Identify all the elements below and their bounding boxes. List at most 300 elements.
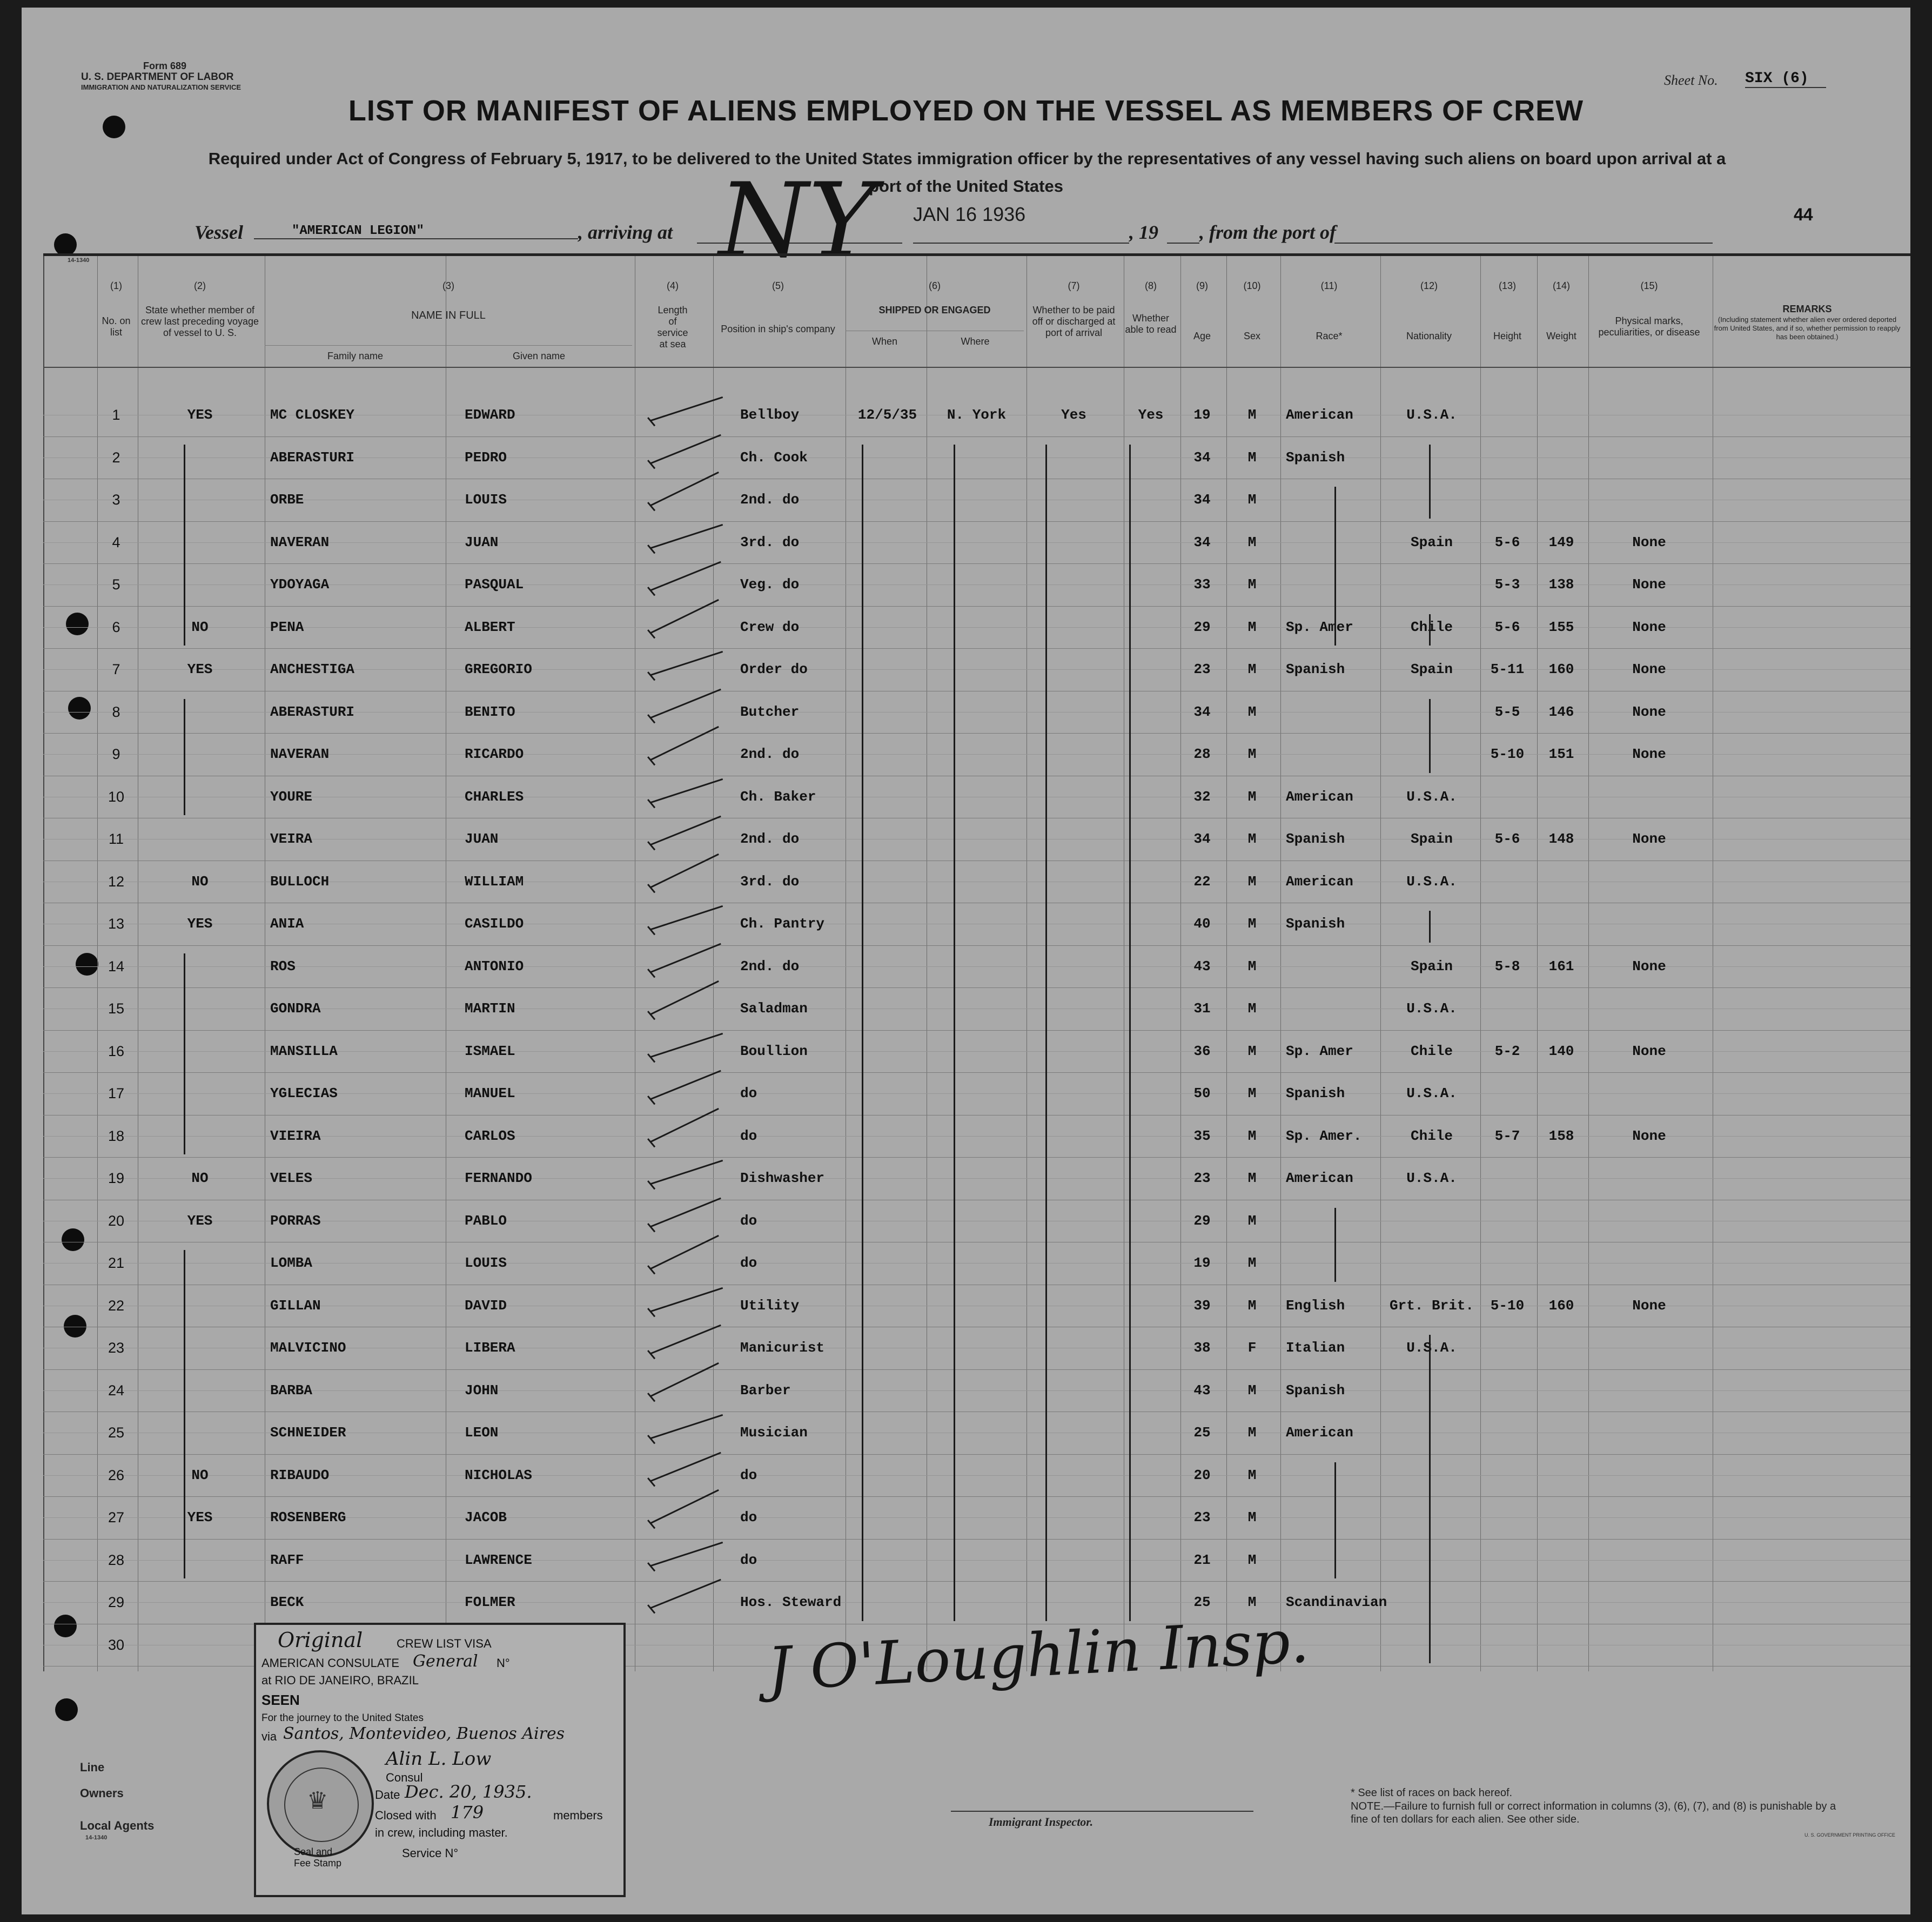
cell-given: ISMAEL: [465, 1043, 515, 1059]
cell-family: MALVICINO: [270, 1340, 346, 1356]
cell-given: LIBERA: [465, 1340, 515, 1356]
stamp-seal-label: Seal and Fee Stamp: [294, 1846, 342, 1869]
cell-age: 21: [1193, 1551, 1211, 1568]
ditto-line: [184, 1250, 185, 1578]
cell-age: 34: [1193, 534, 1211, 550]
manifest-sheet: [22, 8, 1910, 1914]
cell-position: Order do: [740, 661, 808, 677]
cell-age: 36: [1193, 1043, 1211, 1059]
form-subtitle-2: port of the United States: [869, 177, 1063, 196]
cell-no: 5: [112, 576, 120, 593]
cell-age: 23: [1193, 1509, 1211, 1525]
check-mark-icon: [648, 468, 719, 506]
cell-nat: Chile: [1410, 1127, 1453, 1144]
cell-nat: Spain: [1410, 831, 1453, 847]
stamp-journey: For the journey to the United States: [261, 1712, 424, 1724]
punch-hole: [64, 1315, 86, 1338]
cell-family: ROS: [270, 958, 296, 975]
cell-no: 26: [108, 1467, 125, 1483]
check-mark-icon: [649, 774, 723, 803]
arriving-label: , arriving at: [578, 221, 673, 243]
cell-age: 43: [1193, 1382, 1211, 1399]
cell-no: 30: [108, 1636, 125, 1653]
cell-weight: 138: [1548, 576, 1574, 593]
cell-no: 13: [108, 916, 125, 932]
col-14-label: Weight: [1546, 331, 1577, 341]
cell-given: PABLO: [465, 1212, 507, 1229]
col-11-label: Race*: [1316, 331, 1343, 341]
cell-no: 18: [108, 1127, 125, 1144]
ditto-line: [1429, 445, 1431, 519]
cell-race: Spanish: [1286, 449, 1345, 466]
cell-family: BARBA: [270, 1382, 313, 1399]
cell-weight: 151: [1548, 746, 1574, 762]
cell-position: Ch. Baker: [740, 788, 816, 805]
cell-no: 16: [108, 1043, 125, 1059]
cell-sex: M: [1247, 492, 1257, 508]
cell-family: BULLOCH: [270, 873, 330, 890]
col-4-num: (4): [667, 280, 679, 291]
cell-nat: Grt. Brit.: [1389, 1297, 1474, 1314]
cell-sex: F: [1247, 1340, 1257, 1356]
cell-nat: Chile: [1410, 1043, 1453, 1059]
cell-sex: M: [1247, 703, 1257, 720]
cell-family: VEIRA: [270, 831, 313, 847]
ditto-line: [862, 445, 863, 1621]
cell-no: 23: [108, 1340, 125, 1356]
cell-marks: None: [1632, 619, 1666, 635]
cell-given: LAWRENCE: [465, 1551, 532, 1568]
cell-marks: None: [1632, 831, 1666, 847]
cell-age: 33: [1193, 576, 1211, 593]
cell-given: BENITO: [465, 703, 515, 720]
check-mark-icon: [648, 977, 719, 1015]
cell-position: Barber: [740, 1382, 791, 1399]
cell-given: LOUIS: [465, 1255, 507, 1271]
check-mark-icon: [649, 1155, 723, 1185]
punch-hole: [68, 697, 91, 720]
cell-height: 5-5: [1494, 703, 1520, 720]
cell-age: 32: [1193, 788, 1211, 805]
col-8-label: Whether able to read: [1125, 313, 1177, 335]
cell-height: 5-10: [1490, 746, 1525, 762]
cell-weight: 160: [1548, 661, 1574, 677]
cell-family: VIEIRA: [270, 1127, 321, 1144]
cell-sex: M: [1247, 1382, 1257, 1399]
cell-given: GREGORIO: [465, 661, 532, 677]
row-rule: [43, 733, 1910, 734]
cell-sex: M: [1247, 449, 1257, 466]
cell-height: 5-6: [1494, 619, 1520, 635]
cell-family: ABERASTURI: [270, 449, 355, 466]
check-mark-icon: [649, 1537, 723, 1567]
cell-position: 3rd. do: [740, 873, 800, 890]
eagle-icon: ♛: [307, 1787, 328, 1814]
from-port-underline: [1334, 243, 1713, 244]
cell-no: 4: [112, 534, 120, 550]
cell-family: VELES: [270, 1170, 313, 1186]
inspector-line: [951, 1811, 1253, 1812]
cell-given: PASQUAL: [465, 576, 524, 593]
row-rule: [43, 1072, 1910, 1073]
cell-age: 23: [1193, 1170, 1211, 1186]
cell-position: do: [740, 1551, 757, 1568]
cell-given: LEON: [465, 1424, 499, 1441]
col-14-num: (14): [1552, 280, 1570, 291]
cell-age: 19: [1193, 1255, 1211, 1271]
immigrant-inspector-label: Immigrant Inspector.: [989, 1815, 1094, 1829]
form-number: Form 689: [143, 61, 187, 71]
stamp-consul-signature: Alin L. Low: [386, 1748, 492, 1770]
col-7-num: (7): [1068, 280, 1080, 291]
cell-position: do: [740, 1467, 757, 1483]
cell-nat: U.S.A.: [1406, 873, 1457, 890]
col-13-num: (13): [1498, 280, 1516, 291]
from-port-label: , from the port of: [1199, 221, 1337, 243]
cell-sex: M: [1247, 1127, 1257, 1144]
cell-age: 38: [1193, 1340, 1211, 1356]
cell-position: Manicurist: [740, 1340, 825, 1356]
punch-hole: [66, 613, 89, 635]
sheet-no-label: Sheet No.: [1664, 72, 1718, 88]
col-3-num: (3): [442, 280, 454, 291]
cell-marks: None: [1632, 1297, 1666, 1314]
consulate-visa-stamp: [254, 1623, 626, 1897]
ditto-line: [1429, 1335, 1431, 1663]
cell-sex: M: [1247, 1467, 1257, 1483]
check-mark-icon: [648, 1486, 719, 1524]
subheader-rule: [265, 345, 632, 346]
cell-height: 5-11: [1490, 661, 1525, 677]
cell-sex: M: [1247, 407, 1257, 423]
cell-position: Veg. do: [740, 576, 800, 593]
cell-race: Spanish: [1286, 1085, 1345, 1101]
cell-height: 5-3: [1494, 576, 1520, 593]
col-15-label: Physical marks, peculiarities, or disease: [1598, 315, 1700, 338]
cell-family: NAVERAN: [270, 746, 330, 762]
cell-sex: M: [1247, 1170, 1257, 1186]
cell-age: 50: [1193, 1085, 1211, 1101]
cell-weight: 155: [1548, 619, 1574, 635]
cell-marks: None: [1632, 1127, 1666, 1144]
cell-family: MANSILLA: [270, 1043, 338, 1059]
check-mark-icon: [649, 939, 721, 973]
cell-position: 2nd. do: [740, 746, 800, 762]
cell-read: Yes: [1138, 407, 1164, 423]
cell-no: 22: [108, 1297, 125, 1314]
check-mark-icon: [649, 684, 721, 718]
cell-height: 5-7: [1494, 1127, 1520, 1144]
cell-nat: Spain: [1410, 534, 1453, 550]
cell-height: 5-6: [1494, 534, 1520, 550]
ditto-line: [1045, 445, 1047, 1621]
cell-no: 14: [108, 958, 125, 975]
ditto-line: [1129, 445, 1131, 1621]
cell-race: American: [1286, 1170, 1353, 1186]
cell-age: 29: [1193, 1212, 1211, 1229]
cell-prev: YES: [187, 1509, 213, 1525]
printer-mark: U. S. GOVERNMENT PRINTING OFFICE: [1804, 1832, 1895, 1838]
year-label: , 19: [1129, 221, 1158, 243]
check-mark-icon: [649, 1410, 723, 1439]
col-10-label: Sex: [1243, 331, 1261, 341]
cell-position: do: [740, 1509, 757, 1525]
column-rule: [43, 256, 44, 1671]
cell-sex: M: [1247, 916, 1257, 932]
cell-age: 22: [1193, 873, 1211, 890]
cell-family: YOURE: [270, 788, 313, 805]
cell-race: Spanish: [1286, 661, 1345, 677]
column-rule: [1380, 256, 1381, 1671]
line-label: Line: [80, 1760, 105, 1774]
col-1-label: No. on list: [102, 315, 131, 338]
cell-given: DAVID: [465, 1297, 507, 1314]
check-mark-icon: [649, 557, 721, 591]
cell-weight: 148: [1548, 831, 1574, 847]
cell-prev: YES: [187, 916, 213, 932]
check-mark-icon: [649, 430, 721, 464]
col-2-label: State whether member of crew last preceding voyage of vessel to U. S.: [140, 305, 259, 338]
cell-given: FERNANDO: [465, 1170, 532, 1186]
row-rule: [43, 367, 1910, 368]
cell-position: Utility: [740, 1297, 800, 1314]
check-mark-icon: [649, 811, 721, 845]
cell-no: 24: [108, 1382, 125, 1399]
cell-no: 3: [112, 492, 120, 508]
cell-sex: M: [1247, 831, 1257, 847]
row-rule: [43, 606, 1910, 607]
sheet-no-value: SIX (6): [1745, 70, 1826, 88]
check-mark-icon: [649, 1448, 721, 1482]
cell-age: 25: [1193, 1594, 1211, 1610]
cell-race: American: [1286, 407, 1353, 423]
row-rule: [43, 1030, 1910, 1031]
cell-prev: NO: [191, 619, 209, 635]
stamp-closed-handwritten: 179: [451, 1802, 484, 1823]
col-9-label: Age: [1193, 331, 1211, 341]
cell-sex: M: [1247, 1000, 1257, 1017]
cell-age: 28: [1193, 746, 1211, 762]
cell-position: 3rd. do: [740, 534, 800, 550]
stamp-via-handwritten: Santos, Montevideo, Buenos Aires: [283, 1724, 565, 1743]
cell-sex: M: [1247, 661, 1257, 677]
cell-no: 19: [108, 1170, 125, 1186]
cell-position: Saladman: [740, 1000, 808, 1017]
row-rule: [43, 1581, 1910, 1582]
cell-age: 34: [1193, 703, 1211, 720]
cell-weight: 146: [1548, 703, 1574, 720]
ditto-line: [1429, 699, 1431, 773]
col-15-num: (15): [1640, 280, 1658, 291]
cell-family: RAFF: [270, 1551, 304, 1568]
cell-no: 20: [108, 1212, 125, 1229]
stamp-closed-label: Closed with: [375, 1809, 437, 1822]
penalty-note: NOTE.—Failure to furnish full or correct information in columns (3), (6), (7), and (8) is punishable by a fine of ten dollars for each alien. See other side.: [1351, 1800, 1836, 1825]
cell-race: English: [1286, 1297, 1345, 1314]
cell-sex: M: [1247, 1255, 1257, 1271]
cell-marks: None: [1632, 534, 1666, 550]
punch-hole: [54, 1615, 77, 1637]
cell-position: Butcher: [740, 703, 800, 720]
cell-sex: M: [1247, 1297, 1257, 1314]
cell-given: JUAN: [465, 534, 499, 550]
cell-race: American: [1286, 788, 1353, 805]
race-note: * See list of races on back hereof.: [1351, 1787, 1513, 1799]
cell-family: PORRAS: [270, 1212, 321, 1229]
cell-given: MANUEL: [465, 1085, 515, 1101]
row-rule: [43, 1454, 1910, 1455]
cell-position: do: [740, 1127, 757, 1144]
check-mark-icon: [649, 1283, 723, 1312]
cell-family: BECK: [270, 1594, 304, 1610]
stamp-via-label: via: [261, 1730, 277, 1743]
cell-weight: 158: [1548, 1127, 1574, 1144]
cell-family: ANIA: [270, 916, 304, 932]
col-7-label: Whether to be paid off or discharged at port of arrival: [1032, 305, 1116, 338]
cell-age: 20: [1193, 1467, 1211, 1483]
cell-prev: YES: [187, 661, 213, 677]
cell-sex: M: [1247, 1551, 1257, 1568]
cell-position: do: [740, 1255, 757, 1271]
col-13-label: Height: [1493, 331, 1522, 341]
col-6-label: SHIPPED OR ENGAGED: [878, 305, 991, 315]
punch-hole: [54, 233, 77, 256]
check-mark-icon: [649, 1193, 721, 1227]
cell-sex: M: [1247, 534, 1257, 550]
col-12-num: (12): [1420, 280, 1438, 291]
col-6-num: (6): [929, 280, 941, 291]
cell-no: 10: [108, 788, 125, 805]
cell-sex: M: [1247, 619, 1257, 635]
cell-race: American: [1286, 1424, 1353, 1441]
cell-sex: M: [1247, 1212, 1257, 1229]
when-head: When: [871, 336, 898, 347]
row-rule: [43, 648, 1910, 649]
cell-age: 34: [1193, 831, 1211, 847]
col-4-label: Length of service at sea: [657, 305, 688, 350]
cell-given: JUAN: [465, 831, 499, 847]
col-1-num: (1): [110, 280, 122, 291]
stamp-city: at RIO DE JANEIRO, BRAZIL: [261, 1674, 419, 1687]
cell-given: RICARDO: [465, 746, 524, 762]
owners-label: Owners: [80, 1786, 124, 1800]
cell-no: 25: [108, 1424, 125, 1441]
cell-prev: NO: [191, 873, 209, 890]
ditto-line: [1429, 614, 1431, 646]
form-code-top: 14-1340: [68, 257, 90, 264]
cell-no: 21: [108, 1255, 125, 1271]
col-2-num: (2): [194, 280, 206, 291]
table-top-rule: [43, 253, 1910, 256]
cell-given: ANTONIO: [465, 958, 524, 975]
cell-prev: YES: [187, 1212, 213, 1229]
cell-family: LOMBA: [270, 1255, 313, 1271]
consulate-seal: [267, 1750, 374, 1857]
stamp-members-label: members: [553, 1809, 603, 1822]
cell-race: Spanish: [1286, 916, 1345, 932]
cell-family: YDOYAGA: [270, 576, 330, 593]
col-11-num: (11): [1320, 280, 1338, 291]
cell-height: 5-2: [1494, 1043, 1520, 1059]
stamp-original: Original: [278, 1628, 363, 1652]
col-12-label: Nationality: [1406, 331, 1452, 341]
cell-family: YGLECIAS: [270, 1085, 338, 1101]
cell-age: 23: [1193, 661, 1211, 677]
ditto-line: [184, 699, 185, 816]
cell-given: EDWARD: [465, 407, 515, 423]
cell-no: 11: [108, 831, 124, 847]
cell-sex: M: [1247, 1424, 1257, 1441]
family-name-head: Family name: [327, 351, 384, 361]
cell-age: 31: [1193, 1000, 1211, 1017]
cell-position: Musician: [740, 1424, 808, 1441]
cell-nat: U.S.A.: [1406, 1170, 1457, 1186]
cell-position: 2nd. do: [740, 831, 800, 847]
col-9-num: (9): [1196, 280, 1208, 291]
given-name-head: Given name: [512, 351, 566, 361]
cell-sex: M: [1247, 1043, 1257, 1059]
cell-marks: None: [1632, 576, 1666, 593]
cell-family: ANCHESTIGA: [270, 661, 355, 677]
check-mark-icon: [648, 722, 719, 761]
stamp-consul-label: Consul: [386, 1771, 423, 1784]
cell-age: 43: [1193, 958, 1211, 975]
ditto-line: [1334, 1208, 1336, 1282]
check-mark-icon: [649, 1029, 723, 1058]
col-5-num: (5): [772, 280, 784, 291]
ditto-line: [184, 953, 185, 1155]
cell-sex: M: [1247, 788, 1257, 805]
cell-family: GILLAN: [270, 1297, 321, 1314]
cell-nat: Chile: [1410, 619, 1453, 635]
cell-weight: 160: [1548, 1297, 1574, 1314]
row-rule: [43, 1157, 1910, 1158]
cell-sex: M: [1247, 873, 1257, 890]
cell-race: American: [1286, 873, 1353, 890]
cell-sex: M: [1247, 1509, 1257, 1525]
cell-age: 29: [1193, 619, 1211, 635]
col-5-label: Position in ship's company: [721, 324, 835, 334]
cell-given: LOUIS: [465, 492, 507, 508]
cell-nat: U.S.A.: [1406, 1340, 1457, 1356]
cell-race: Sp. Amer: [1286, 1043, 1353, 1059]
col-8-num: (8): [1145, 280, 1157, 291]
check-mark-icon: [649, 647, 723, 676]
cell-position: Ch. Pantry: [740, 916, 825, 932]
cell-sex: M: [1247, 576, 1257, 593]
cell-race: Sp. Amer: [1286, 619, 1353, 635]
cell-position: do: [740, 1085, 757, 1101]
cell-nat: U.S.A.: [1406, 1085, 1457, 1101]
cell-sex: M: [1247, 958, 1257, 975]
cell-prev: NO: [191, 1467, 209, 1483]
cell-race: Scandinavian: [1286, 1594, 1387, 1610]
cell-height: 5-6: [1494, 831, 1520, 847]
cell-family: MC CLOSKEY: [270, 407, 355, 423]
row-rule: [43, 1496, 1910, 1497]
cell-sex: M: [1247, 746, 1257, 762]
cell-nat: Spain: [1410, 661, 1453, 677]
check-mark-icon: [649, 1575, 721, 1609]
cell-family: NAVERAN: [270, 534, 330, 550]
vessel-name: "AMERICAN LEGION": [254, 224, 578, 239]
cell-weight: 161: [1548, 958, 1574, 975]
cell-family: GONDRA: [270, 1000, 321, 1017]
form-title: LIST OR MANIFEST OF ALIENS EMPLOYED ON THE VESSEL AS MEMBERS OF CREW: [348, 95, 1584, 127]
cell-no: 12: [108, 873, 125, 890]
row-rule: [43, 1539, 1910, 1540]
cell-no: 8: [112, 703, 120, 720]
